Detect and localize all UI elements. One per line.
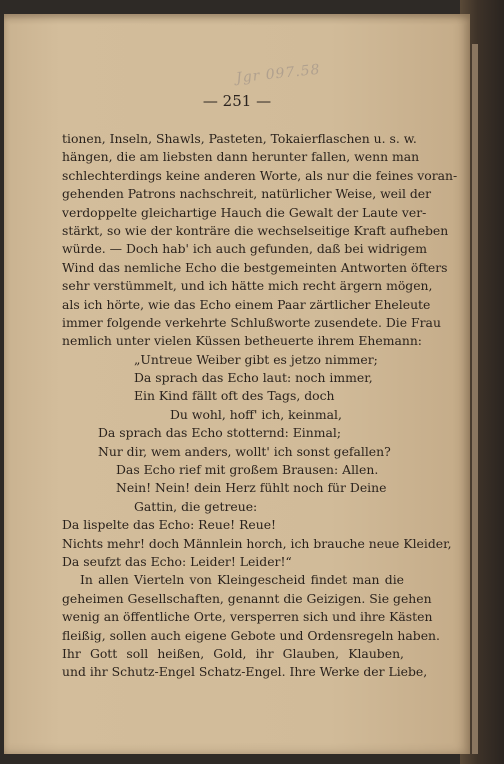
text-line: Da sprach das Echo laut: noch immer, (134, 370, 373, 386)
body-text (62, 130, 458, 682)
book-page (4, 14, 470, 754)
text-line: hängen, die am liebsten dann herunter fallen, wenn man (62, 149, 420, 165)
text-line: Nein! Nein! dein Herz fühlt noch für Deine (116, 480, 387, 496)
text-line: In allen Vierteln von Kleingescheid findet man die (80, 572, 404, 588)
text-line: tionen, Inseln, Shawls, Pasteten, Tokaierflaschen u. s. w. (62, 131, 417, 146)
text-line: Da lispelte das Echo: Reue! Reue! (62, 517, 277, 533)
text-line: Ein Kind fällt oft des Tags, doch (134, 388, 335, 404)
text-line: und ihr Schutz-Engel Schatz-Engel. Ihre Werke der Liebe, (62, 664, 428, 680)
page-edge (472, 44, 478, 754)
text-line: immer folgende verkehrte Schlußworte zusendete. Die Frau (62, 314, 441, 330)
pencil-annotation: Jgr 097.58 (235, 61, 322, 87)
text-line: „Untreue Weiber gibt es jetzo nimmer; (134, 351, 378, 367)
text-line: nemlich unter vielen Küssen betheuerte ihrem Ehemann: (62, 333, 422, 349)
text-line: Nichts mehr! doch Männlein horch, ich brauche neue Kleider, (62, 535, 452, 551)
page-number: — 251 — (202, 92, 272, 110)
text-line: Nur dir, wem anders, wollt' ich sonst gefallen? (98, 443, 391, 459)
text-line: Da sprach das Echo stotternd: Einmal; (98, 425, 341, 441)
text-line: stärkt, so wie der konträre die wechselseitige Kraft aufheben (62, 222, 449, 238)
text-line: sehr verstümmelt, und ich hätte mich recht ärgern mögen, (62, 278, 433, 294)
text-line: Das Echo rief mit großem Brausen: Allen. (116, 462, 379, 478)
text-line: als ich hörte, wie das Echo einem Paar zärtlicher Eheleute (62, 296, 431, 312)
text-line: fleißig, sollen auch eigene Gebote und Ordensregeln haben. (62, 627, 440, 643)
text-line: Gattin, die getreue: (134, 498, 258, 514)
text-line: Du wohl, hoff' ich, keinmal, (170, 406, 342, 422)
text-line: Wind das nemliche Echo die bestgemeinten Antworten öfters (62, 259, 448, 275)
text-line: verdoppelte gleichartige Hauch die Gewalt der Laute ver- (62, 204, 427, 220)
text-line: geheimen Gesellschaften, genannt die Geizigen. Sie gehen (62, 590, 432, 606)
text-line: Ihr Gott soll heißen, Gold, ihr Glauben, Klauben, (62, 645, 404, 661)
text-line: Da seufzt das Echo: Leider! Leider!“ (62, 553, 292, 569)
text-line: schlechterdings keine anderen Worte, als nur die feines voran- (62, 167, 458, 183)
text-line: gehenden Patrons nachschreit, natürlicher Weise, weil der (62, 186, 432, 202)
text-line: wenig an öffentliche Orte, versperren sich und ihre Kästen (62, 609, 433, 625)
text-line: würde. — Doch hab' ich auch gefunden, daß bei widrigem (62, 241, 427, 257)
